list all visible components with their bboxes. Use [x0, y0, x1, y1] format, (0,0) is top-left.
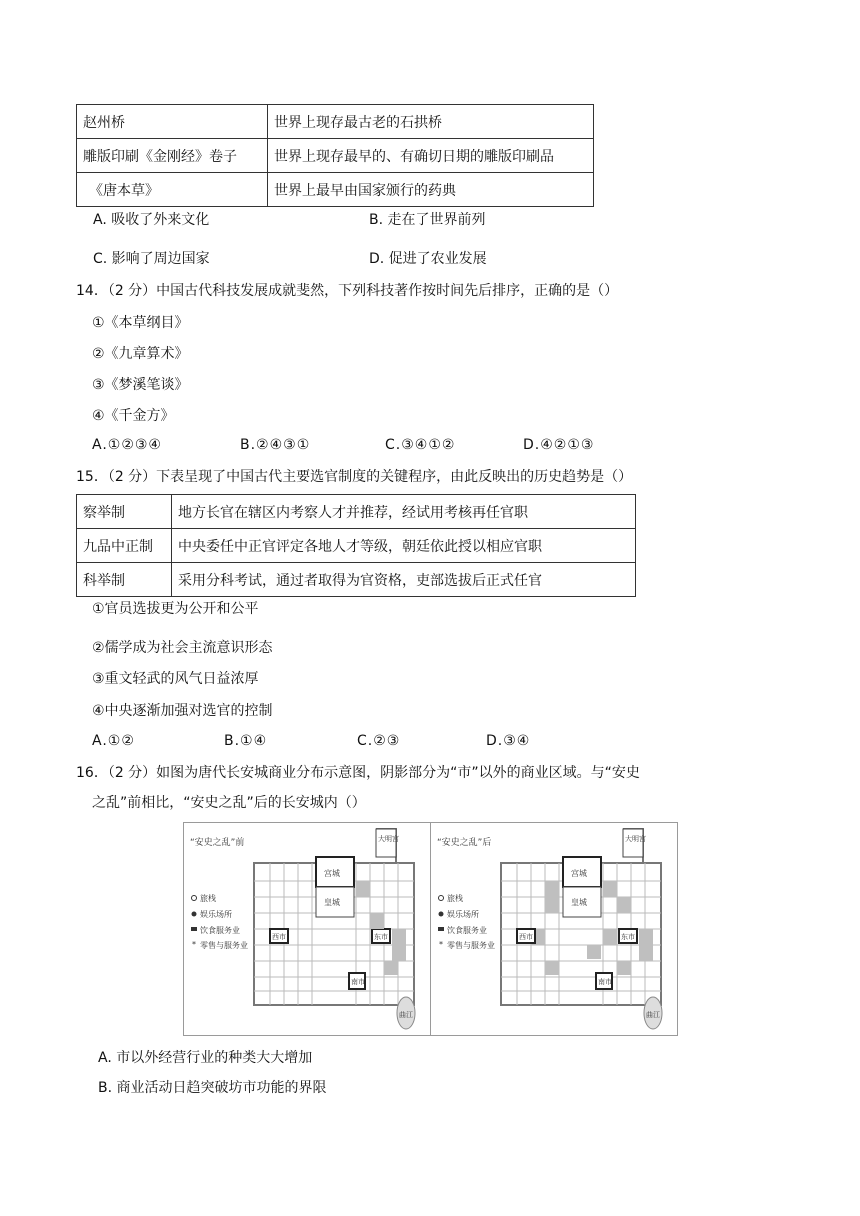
legend-label: 娱乐场所 — [200, 910, 232, 919]
map-label: 宫城 — [571, 869, 587, 878]
option-a: A.①②③④ — [92, 437, 162, 453]
legend-label: 娱乐场所 — [447, 910, 479, 919]
q15-table — [76, 494, 636, 597]
option-b: B. 走在了世界前列 — [369, 212, 486, 228]
map-label: 皇城 — [324, 898, 340, 907]
table-row — [77, 105, 594, 139]
table-row — [77, 563, 636, 597]
map-label: 西市 — [272, 933, 286, 941]
question-stem: 15．（2 分）下表呈现了中国古代主要选官制度的关键程序，由此反映出的历史趋势是（） — [76, 469, 633, 485]
table-cell: 赵州桥 — [77, 105, 268, 139]
list-item: ②儒学成为社会主流意识形态 — [92, 640, 273, 656]
map-label: 大明宫 — [625, 835, 646, 843]
table-cell: 《唐本草》 — [77, 173, 268, 207]
list-item: ④中央逐渐加强对选官的控制 — [92, 703, 273, 719]
table-row — [77, 139, 594, 173]
legend-label: 饮食服务业 — [200, 926, 240, 935]
map-label: 宫城 — [324, 869, 340, 878]
table-cell: 世界上现存最古老的石拱桥 — [268, 105, 594, 139]
list-item: ①官员选拔更为公开和公平 — [92, 601, 259, 617]
map-label: 南市 — [598, 978, 612, 986]
question-stem: 14．（2 分）中国古代科技发展成就斐然，下列科技著作按时间先后排序，正确的是（） — [76, 283, 619, 299]
table-row — [77, 495, 636, 529]
option-b: B. 商业活动日趋突破坊市功能的界限 — [98, 1080, 327, 1096]
option-a: A.①② — [92, 733, 135, 749]
map-before-figure — [184, 823, 430, 1035]
map-after-figure — [431, 823, 677, 1035]
option-a: A. 吸收了外来文化 — [93, 212, 210, 228]
table-cell: 察举制 — [77, 495, 172, 529]
map-label: 曲江 — [399, 1011, 413, 1019]
table-cell: 地方长官在辖区内考察人才并推荐，经试用考核再任官职 — [172, 495, 636, 529]
table-cell: 雕版印刷《金刚经》卷子 — [77, 139, 268, 173]
map-label: 大明宫 — [378, 835, 399, 843]
map-label: 东市 — [374, 933, 388, 941]
daming-block — [376, 829, 396, 857]
map-title: “安史之乱”后 — [437, 838, 492, 848]
legend-label: 零售与服务业 — [447, 941, 495, 950]
question-stem-cont: 之乱”前相比，“安史之乱”后的长安城内（） — [92, 795, 366, 811]
map-label: 西市 — [519, 933, 533, 941]
list-item: ④《千金方》 — [92, 408, 175, 424]
daming-block — [623, 829, 643, 857]
map-legend — [191, 896, 197, 950]
legend-label: 旅栈 — [447, 894, 463, 903]
map-label: 曲江 — [646, 1011, 660, 1019]
list-item: ③重文轻武的风气日益浓厚 — [92, 671, 259, 687]
map-after — [430, 822, 678, 1036]
list-item: ③《梦溪笔谈》 — [92, 377, 189, 393]
legend-label: 零售与服务业 — [200, 941, 248, 950]
svg-text:*: * — [439, 940, 443, 949]
map-legend — [438, 896, 444, 950]
question-stem: 16．（2 分）如图为唐代长安城商业分布示意图，阴影部分为“市”以外的商业区域。与“安史 — [76, 765, 640, 781]
option-c: C.③④①② — [385, 437, 456, 453]
table-cell: 中央委任中正官评定各地人才等级，朝廷依此授以相应官职 — [172, 529, 636, 563]
table-cell: 世界上现存最早的、有确切日期的雕版印刷品 — [268, 139, 594, 173]
table-cell: 世界上最早由国家颁行的药典 — [268, 173, 594, 207]
option-b: B.①④ — [224, 733, 268, 749]
map-title: “安史之乱”前 — [190, 838, 245, 848]
option-d: D.④②①③ — [523, 437, 595, 453]
option-a: A. 市以外经营行业的种类大大增加 — [98, 1050, 313, 1066]
map-label: 南市 — [351, 978, 365, 986]
option-c: C.②③ — [357, 733, 401, 749]
table-cell: 采用分科考试，通过者取得为官资格，吏部选拔后正式任官 — [172, 563, 636, 597]
map-before — [183, 822, 431, 1036]
legend-label: 旅栈 — [200, 894, 216, 903]
option-c: C. 影响了周边国家 — [93, 251, 210, 267]
svg-text:*: * — [192, 940, 196, 949]
table-cell: 九品中正制 — [77, 529, 172, 563]
list-item: ①《本草纲目》 — [92, 315, 189, 331]
option-b: B.②④③① — [240, 437, 311, 453]
table-row — [77, 173, 594, 207]
table-cell: 科举制 — [77, 563, 172, 597]
list-item: ②《九章算术》 — [92, 346, 189, 362]
option-d: D.③④ — [486, 733, 531, 749]
option-d: D. 促进了农业发展 — [369, 251, 487, 267]
table-row — [77, 529, 636, 563]
q13-table — [76, 104, 594, 207]
map-label: 皇城 — [571, 898, 587, 907]
legend-label: 饮食服务业 — [447, 926, 487, 935]
map-label: 东市 — [621, 933, 635, 941]
